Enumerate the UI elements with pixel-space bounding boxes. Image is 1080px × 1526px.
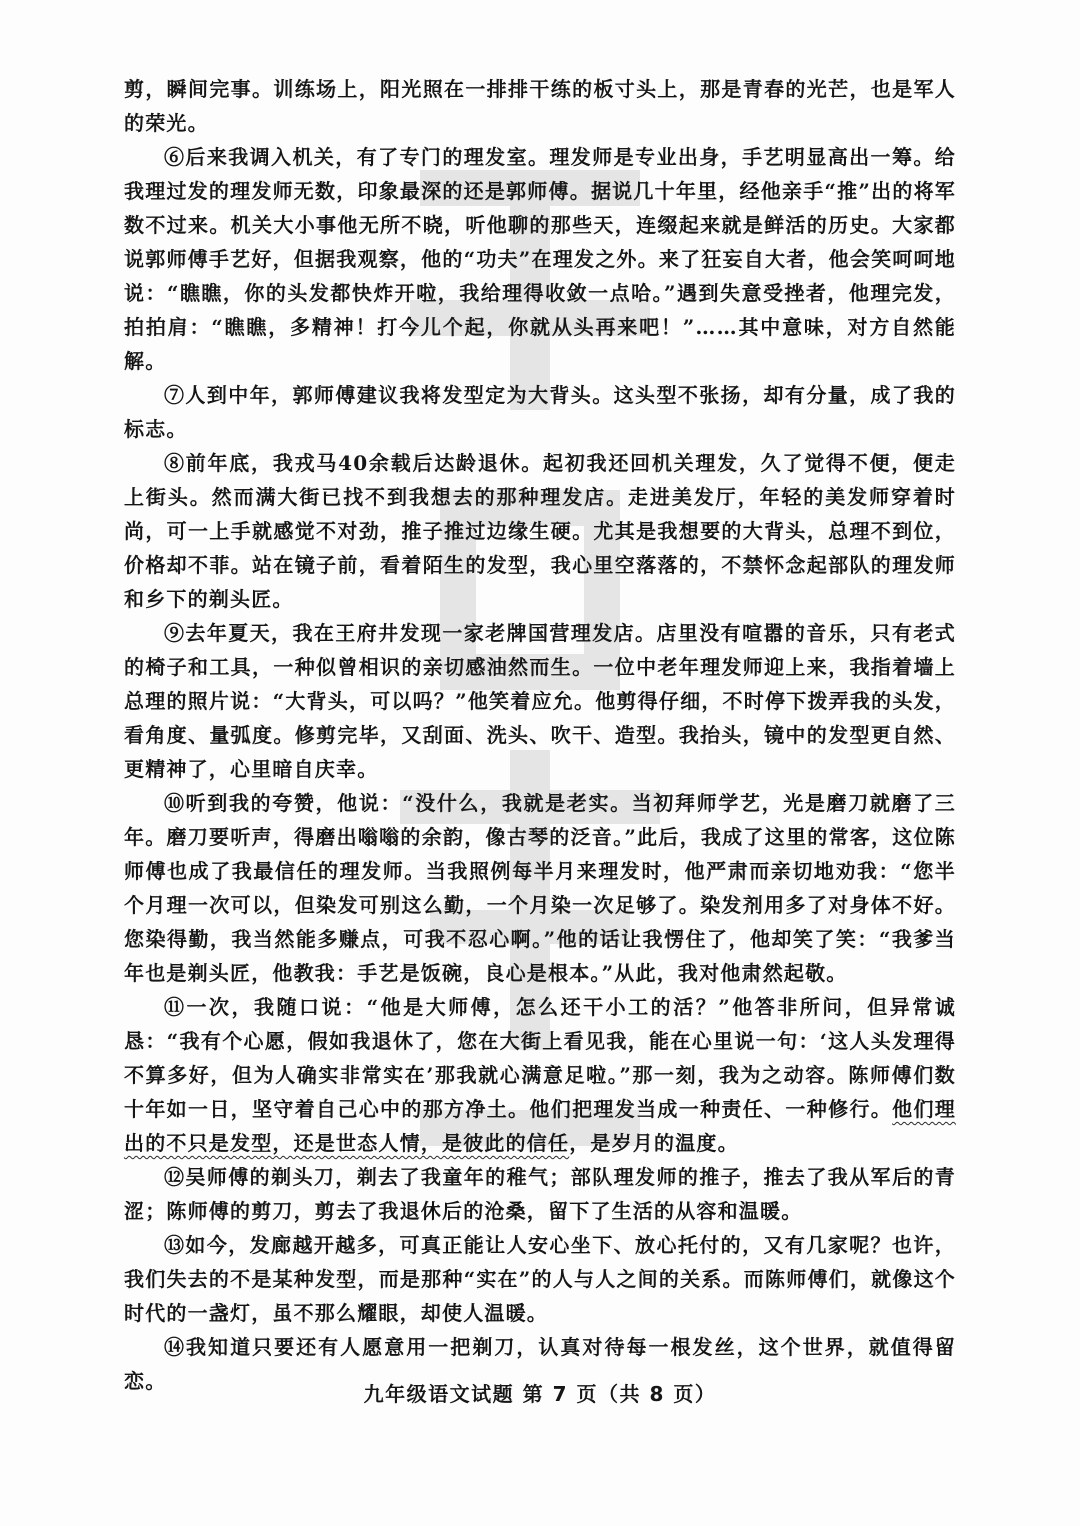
paragraph-11-text: ⑪一次，我随口说：“他是大师傅，怎么还干小工的活？”他答非所问，但异常诚恳：“我有个心愿，假如我退休了，您在大街上看见我，能在心里说一句：‘这人头发理得不算多好，但为人确实非常实在’那我就心满意足啦。”那一刻，我为之动容。陈师傅们数十年如一日，坚守着自己心中的那方净土。他们把理发当成一种责任、一种修行。: [124, 995, 956, 1121]
paragraph-8: ⑧前年底，我戎马40余载后达龄退休。起初我还回机关理发，久了觉得不便，便走上街头。然而满大街已找不到我想去的那种理发店。走进美发厅，年轻的美发师穿着时尚，可一上手就感觉不对劲，推子推过边缘生硬。尤其是我想要的大背头，总理不到位，价格却不菲。站在镜子前，看着陌生的发型，我心里空落落的，不禁怀念起部队的理发师和乡下的剃头匠。: [124, 451, 956, 611]
paragraph-14: ⑭我知道只要还有人愿意用一把剃刀，认真对待每一根发丝，这个世界，就值得留恋。: [124, 1335, 956, 1393]
paragraph-6: ⑥后来我调入机关，有了专门的理发室。理发师是专业出身，手艺明显高出一筹。给我理过发的理发师无数，印象最深的还是郭师傅。据说几十年里，经他亲手“推”出的将军数不过来。机关大小事他无所不晓，听他聊的那些天，连缀起来就是鲜活的历史。大家都说郭师傅手艺好，但据我观察，他的“功夫”在理发之外。来了狂妄自大者，他会笑呵呵地说：“瞧瞧，你的头发都快炸开啦，我给理得收敛一点哈。”遇到失意受挫者，他理完发，拍拍肩：“瞧瞧，多精神！打今儿个起，你就从头再来吧！”……其中意味，对方自然能解。: [124, 145, 956, 373]
paragraph-10: ⑩听到我的夸赞，他说：“没什么，我就是老实。当初拜师学艺，光是磨刀就磨了三年。磨刀要听声，得磨出嗡嗡的余韵，像古琴的泛音。”此后，我成了这里的常客，这位陈师傅也成了我最信任的理发师。当我照例每半月来理发时，他严肃而亲切地劝我：“您半个月理一次可以，但染发可别这么勤，一个月染一次足够了。染发剂用多了对身体不好。您染得勤，我当然能多赚点，可我不忍心啊。”他的话让我愣住了，他却笑了笑：“我爹当年也是剃头匠，他教我：手艺是饭碗，良心是根本。”从此，我对他肃然起敬。: [124, 791, 956, 985]
paragraph-12: ⑫吴师傅的剃头刀，剃去了我童年的稚气；部队理发师的推子，推去了我从军后的青涩；陈师傅的剪刀，剪去了我退休后的沧桑，留下了生活的从容和温暖。: [124, 1165, 956, 1223]
page-footer: 九年级语文试题 第 7 页（共 8 页）: [363, 1382, 717, 1406]
article-body: [124, 72, 956, 1398]
paragraph-5-end: 剪，瞬间完事。训练场上，阳光照在一排排干练的板寸头上，那是青春的光芒，也是军人的荣光。: [124, 77, 956, 135]
underlined-sentence: 他们理出的不只是发型，还是世态人情，是彼此的信任: [124, 1097, 956, 1155]
paragraph-9: ⑨去年夏天，我在王府井发现一家老牌国营理发店。店里没有喧嚣的音乐，只有老式的椅子和工具，一种似曾相识的亲切感油然而生。一位中老年理发师迎上来，我指着墙上总理的照片说：“大背头，可以吗？”他笑着应允。他剪得仔细，不时停下拨弄我的头发，看角度、量弧度。修剪完毕，又刮面、洗头、吹干、造型。我抬头，镜中的发型更自然、更精神了，心里暗自庆幸。: [124, 621, 956, 781]
paragraph-11: [124, 990, 956, 1160]
paragraph-11-tail: ，是岁月的温度。: [569, 1131, 739, 1155]
paragraph-13: ⑬如今，发廊越开越多，可真正能让人安心坐下、放心托付的，又有几家呢？也许，我们失去的不是某种发型，而是那种“实在”的人与人之间的关系。而陈师傅们，就像这个时代的一盏灯，虽不那么耀眼，却使人温暖。: [124, 1233, 956, 1325]
paragraph-7: ⑦人到中年，郭师傅建议我将发型定为大背头。这头型不张扬，却有分量，成了我的标志。: [124, 383, 956, 441]
